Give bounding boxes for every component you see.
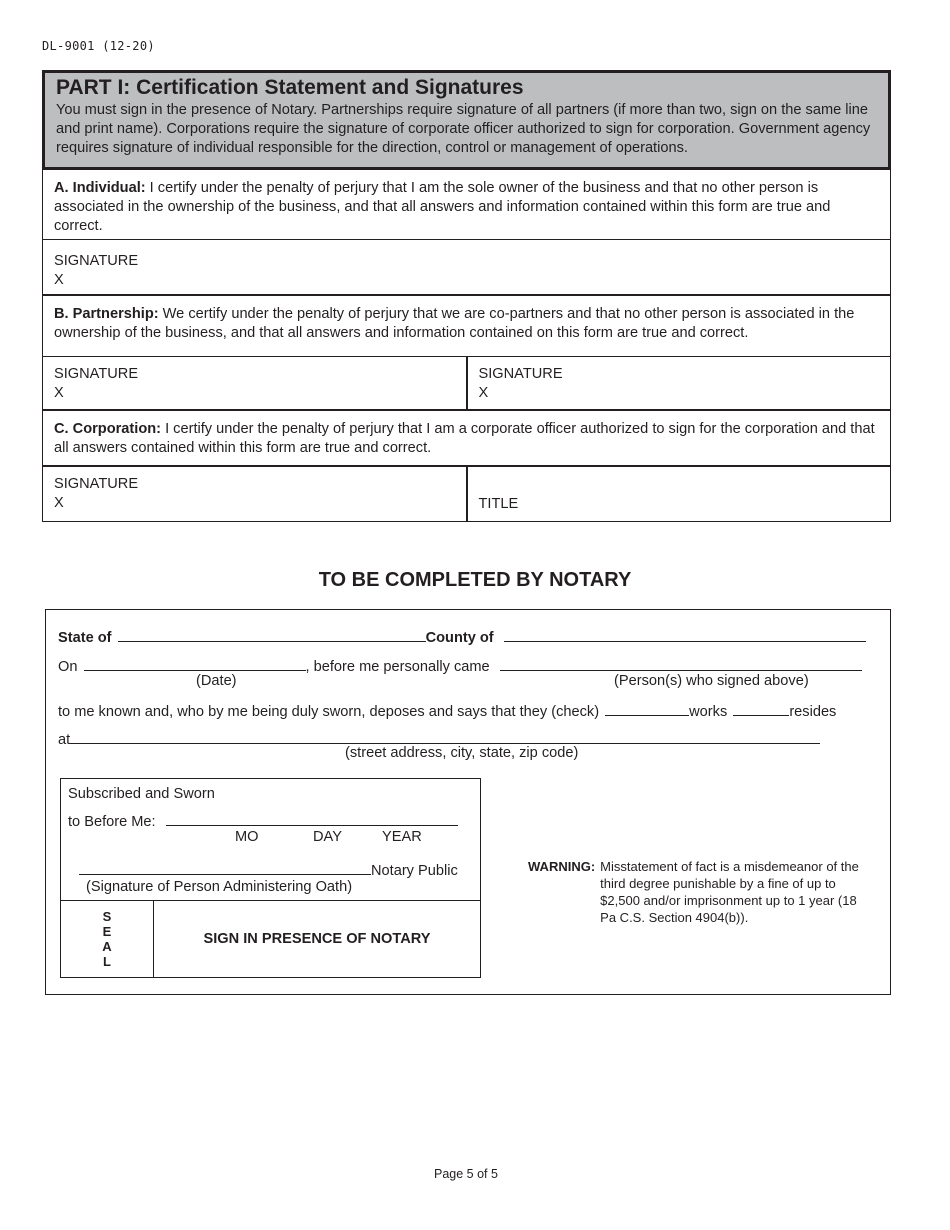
partnership-text: We certify under the penalty of perjury that we are co-partners and that no other person is associated in the ownership of the business, and that all answers and information contained on this form are true and correct.: [54, 306, 855, 341]
state-input[interactable]: [118, 627, 426, 642]
notary-section: [45, 609, 891, 995]
signature-label: SIGNATURE: [478, 366, 563, 382]
signature-mark: X: [54, 495, 64, 511]
individual-signature-field[interactable]: [43, 239, 890, 294]
county-label: County of: [425, 630, 494, 646]
day-caption: DAY: [313, 829, 342, 845]
year-caption: YEAR: [382, 829, 422, 845]
corporation-label: C. Corporation:: [54, 421, 162, 437]
state-label: State of: [58, 630, 112, 646]
notary-public-line: [79, 860, 458, 879]
partnership-statement-row: [43, 294, 890, 356]
individual-statement-row: [43, 169, 890, 239]
known-text: to me known and, who by me being duly sworn, deposes and says that they (check): [58, 704, 600, 720]
subscribed-label: Subscribed and Sworn: [68, 786, 215, 802]
part1-section: [42, 70, 891, 522]
works-check-input[interactable]: [605, 701, 689, 716]
mo-caption: MO: [235, 829, 259, 845]
person-input[interactable]: [500, 656, 862, 671]
partner-signature-field-1[interactable]: [43, 357, 466, 409]
oath-caption: (Signature of Person Administering Oath): [86, 879, 353, 895]
address-input[interactable]: [70, 729, 820, 744]
on-label: On: [58, 659, 78, 675]
subscribed-sworn-box: [60, 778, 481, 978]
address-caption: (street address, city, state, zip code): [345, 745, 579, 761]
corporation-title-field[interactable]: [466, 467, 891, 521]
to-before-me-line: [68, 811, 458, 830]
state-county-line: [58, 627, 866, 646]
warning-text: Misstatement of fact is a misdemeanor of the third degree punishable by a fine of up to $2,500 and/or imprisonment up to 1 year (18 Pa C.S. Section 4904(b)).: [600, 859, 859, 925]
individual-statement: [43, 170, 890, 236]
seal-letter-e: E: [102, 924, 112, 939]
sign-presence-label: SIGN IN PRESENCE OF NOTARY: [203, 931, 431, 947]
sign-in-presence-area: [154, 901, 480, 977]
date-input[interactable]: [84, 656, 306, 671]
form-id: DL-9001 (12-20): [42, 39, 155, 53]
notary-signature-input[interactable]: [79, 860, 371, 875]
corporation-signature-field[interactable]: [43, 467, 466, 521]
part1-header: [42, 70, 891, 169]
part1-title: PART I: Certification Statement and Signatures: [56, 76, 524, 99]
seal-letter-a: A: [102, 939, 112, 954]
warning-label: WARNING:: [528, 859, 596, 874]
signature-mark: X: [54, 272, 64, 288]
corporation-text: I certify under the penalty of perjury that I am a corporate officer authorized to sign for the corporation and that all answers contained within this form are true and correct.: [54, 421, 875, 456]
notary-public-label: Notary Public: [371, 863, 458, 879]
county-input[interactable]: [504, 627, 866, 642]
signature-label: SIGNATURE: [54, 366, 139, 382]
warning-block: [528, 858, 873, 926]
at-label: at: [58, 732, 71, 748]
seal-area: [61, 901, 154, 977]
resides-check-input[interactable]: [733, 701, 789, 716]
seal-letter-l: L: [103, 954, 111, 969]
partnership-signature-row: [43, 356, 890, 409]
works-label: works: [689, 704, 728, 720]
corporation-statement-row: [43, 409, 890, 465]
signature-label: SIGNATURE: [54, 253, 139, 269]
title-label: TITLE: [478, 496, 519, 512]
individual-text: I certify under the penalty of perjury that I am the sole owner of the business and that no other person is associated in the ownership of the business, and that all answers and information contained within this form are true and correct.: [54, 180, 831, 234]
partnership-statement: [43, 296, 890, 343]
part1-description: You must sign in the presence of Notary. Partnerships require signature of all partners (if more than two, sign on the same line and print name). Corporations require the signature of corporate officer authorized to sign for corporation. Government agency requires signature of individual responsible for the direction, control or management of operations.: [56, 102, 871, 156]
to-before-me-label: to Before Me:: [68, 814, 156, 830]
person-caption: (Person(s) who signed above): [614, 673, 809, 689]
resides-label: resides: [789, 704, 837, 720]
signature-mark: X: [478, 385, 489, 401]
sworn-date-input[interactable]: [166, 811, 458, 826]
check-line: [58, 701, 836, 720]
individual-label: A. Individual:: [54, 180, 146, 196]
corporation-statement: [43, 411, 890, 458]
seal-row: [61, 900, 480, 977]
signature-label: SIGNATURE: [54, 476, 139, 492]
signature-mark: X: [54, 385, 64, 401]
notary-heading: TO BE COMPLETED BY NOTARY: [318, 569, 632, 591]
partner-signature-field-2[interactable]: [466, 357, 891, 409]
seal-letter-s: S: [102, 909, 112, 924]
date-caption: (Date): [196, 673, 237, 689]
corporation-signature-row: [43, 465, 890, 521]
partnership-label: B. Partnership:: [54, 306, 159, 322]
page-number: Page 5 of 5: [434, 1167, 498, 1181]
before-me-label: , before me personally came: [305, 659, 490, 675]
